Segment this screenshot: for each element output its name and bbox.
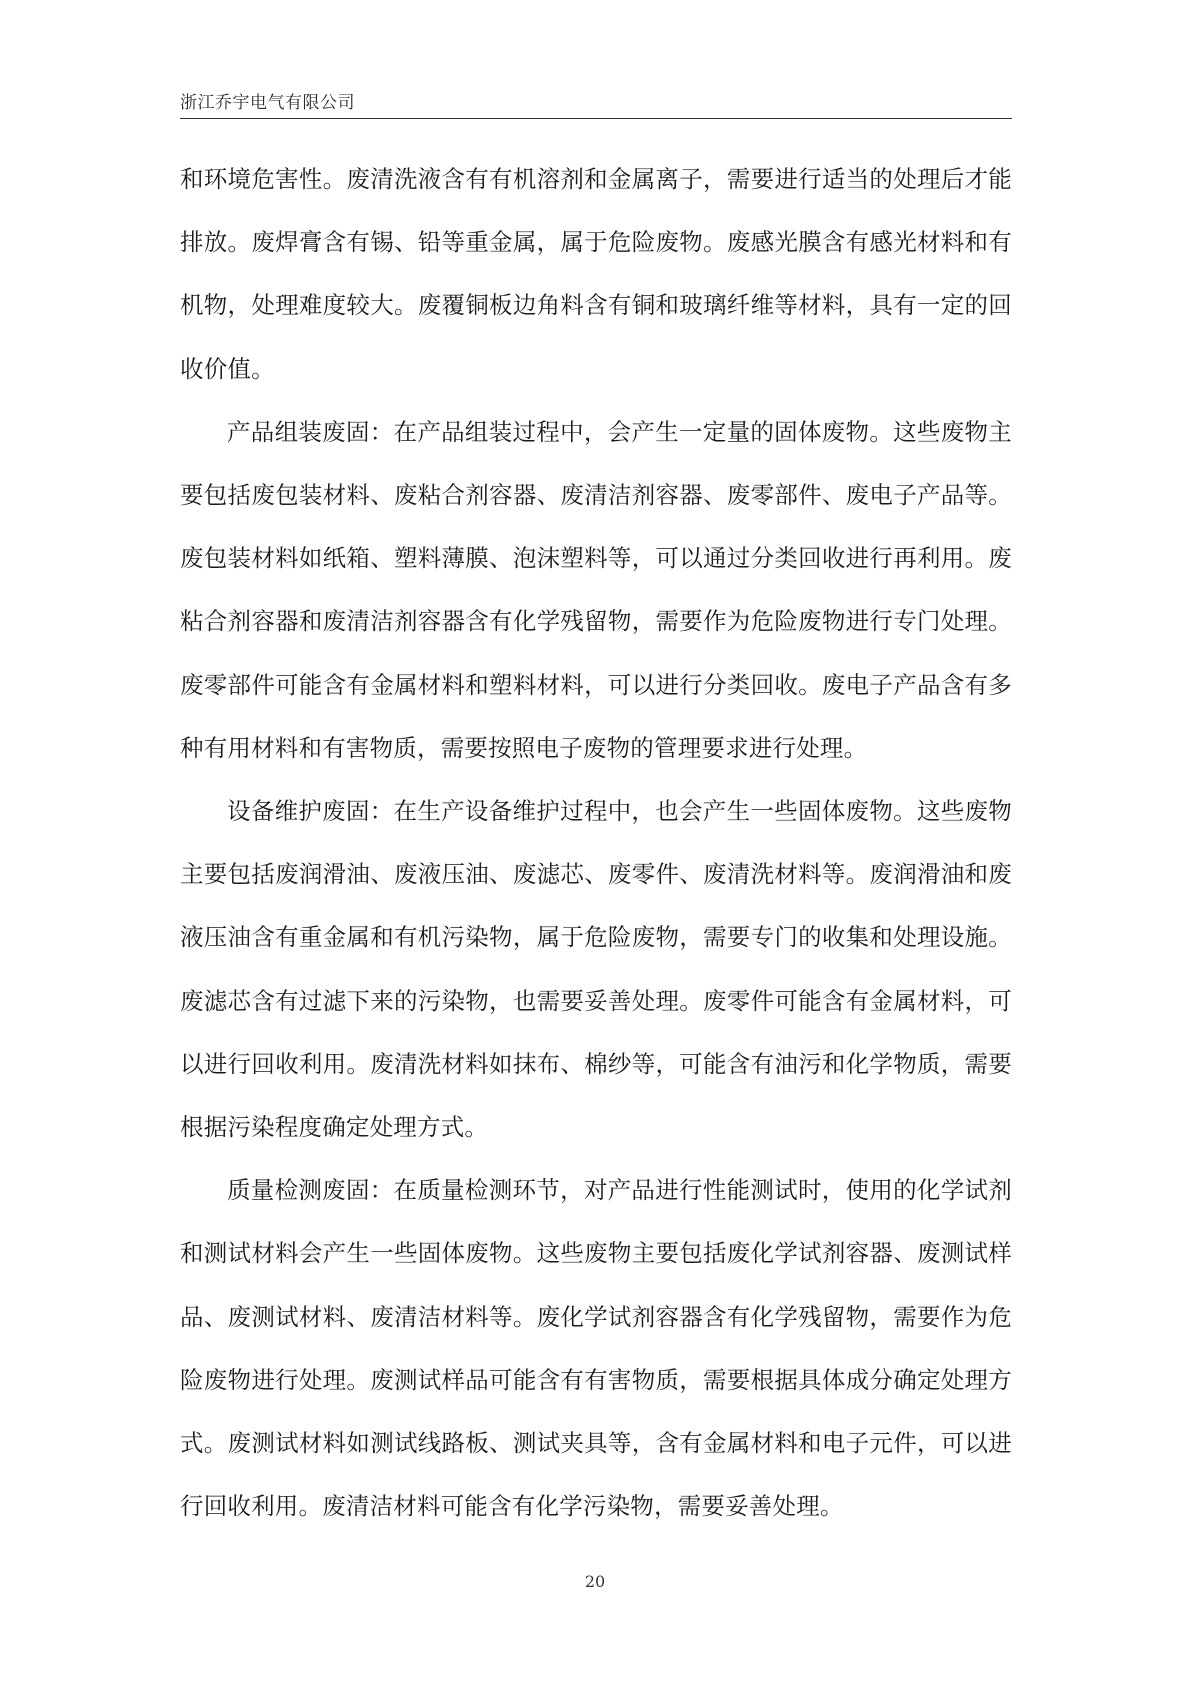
paragraph-maintenance-waste: 设备维护废固：在生产设备维护过程中，也会产生一些固体废物。这些废物主要包括废润滑油、废液压油、废滤芯、废零件、废清洗材料等。废润滑油和废液压油含有重金属和有机污染物，属于危险废物，需要专门的收集和处理设施。废滤芯含有过滤下来的污染物，也需要妥善处理。废零件可能含有金属材料，可以进行回收利用。废清洗材料如抹布、棉纱等，可能含有油污和化学物质，需要根据污染程度确定处理方式。	[180, 797, 1012, 1142]
document-body	[180, 148, 1012, 1538]
paragraph-assembly-waste: 产品组装废固：在产品组装过程中，会产生一定量的固体废物。这些废物主要包括废包装材料、废粘合剂容器、废清洁剂容器、废零部件、废电子产品等。废包装材料如纸箱、塑料薄膜、泡沫塑料等，可以通过分类回收进行再利用。废粘合剂容器和废清洁剂容器含有化学残留物，需要作为危险废物进行专门处理。废零部件可能含有金属材料和塑料材料，可以进行分类回收。废电子产品含有多种有用材料和有害物质，需要按照电子废物的管理要求进行处理。	[180, 417, 1012, 762]
header-company-name: 浙江乔宇电气有限公司	[180, 93, 355, 113]
page-header	[180, 86, 1012, 119]
paragraph-continuation: 和环境危害性。废清洗液含有有机溶剂和金属离子，需要进行适当的处理后才能排放。废焊膏含有锡、铅等重金属，属于危险废物。废感光膜含有感光材料和有机物，处理难度较大。废覆铜板边角料含有铜和玻璃纤维等材料，具有一定的回收价值。	[180, 165, 1012, 383]
paragraph-quality-testing-waste: 质量检测废固：在质量检测环节，对产品进行性能测试时，使用的化学试剂和测试材料会产生一些固体废物。这些废物主要包括废化学试剂容器、废测试样品、废测试材料、废清洁材料等。废化学试剂容器含有化学残留物，需要作为危险废物进行处理。废测试样品可能含有有害物质，需要根据具体成分确定处理方式。废测试材料如测试线路板、测试夹具等，含有金属材料和电子元件，可以进行回收利用。废清洁材料可能含有化学污染物，需要妥善处理。	[180, 1176, 1012, 1521]
page-number: 20	[584, 1572, 606, 1591]
